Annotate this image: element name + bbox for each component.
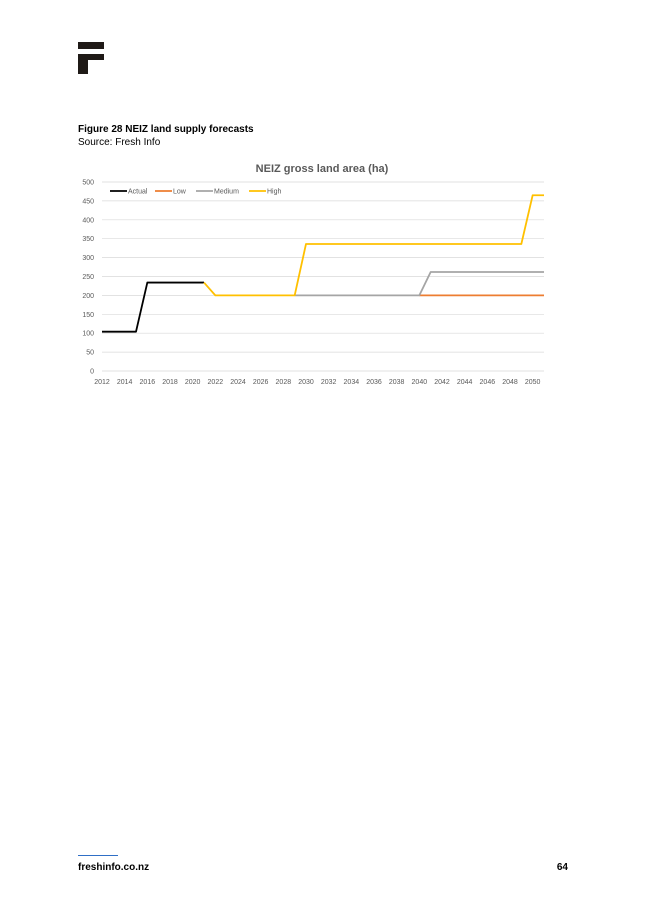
- series-line-high: [204, 195, 544, 295]
- chart-title: NEIZ gross land area (ha): [255, 163, 389, 175]
- y-tick-label: 250: [82, 274, 94, 281]
- y-tick-label: 500: [82, 179, 94, 187]
- x-tick-label: 2036: [366, 379, 382, 386]
- y-tick-label: 400: [82, 217, 94, 225]
- y-tick-label: 350: [82, 236, 94, 244]
- x-tick-label: 2042: [434, 379, 450, 386]
- footer-rule: [78, 855, 118, 856]
- legend-label: Medium: [214, 188, 239, 196]
- chart-gridlines: [102, 182, 544, 371]
- x-tick-label: 2014: [116, 379, 133, 386]
- series-line-actual: [102, 283, 204, 332]
- chart-legend: [110, 189, 282, 196]
- x-tick-label: 2050: [524, 379, 541, 386]
- x-tick-label: 2016: [139, 379, 156, 386]
- x-tick-label: 2048: [502, 379, 518, 386]
- chart-series: [102, 195, 544, 331]
- legend-label: Low: [173, 188, 186, 196]
- series-line-medium: [295, 272, 544, 295]
- x-tick-label: 2024: [230, 379, 246, 386]
- y-tick-label: 450: [82, 198, 94, 206]
- x-tick-label: 2022: [207, 379, 224, 386]
- y-tick-label: 150: [82, 311, 94, 319]
- x-tick-label: 2030: [298, 379, 314, 386]
- freshinfo-logo-icon: [78, 42, 104, 74]
- y-tick-label: 300: [82, 255, 94, 263]
- x-axis: [94, 379, 540, 386]
- x-tick-label: 2038: [388, 379, 405, 386]
- figure-title: Figure 28 NEIZ land supply forecasts: [78, 124, 254, 135]
- y-tick-label: 100: [82, 330, 94, 338]
- x-tick-label: 2040: [411, 379, 428, 386]
- x-tick-label: 2046: [479, 379, 496, 386]
- x-tick-label: 2026: [252, 379, 269, 386]
- x-tick-label: 2018: [162, 379, 178, 386]
- figure-source: Source: Fresh Info: [78, 137, 161, 148]
- land-area-line-chart: [78, 155, 566, 395]
- x-tick-label: 2032: [320, 379, 337, 386]
- y-tick-label: 200: [82, 292, 94, 300]
- y-axis: [82, 180, 94, 376]
- y-tick-label: 50: [86, 349, 94, 357]
- legend-label: High: [267, 188, 282, 196]
- footer-url[interactable]: freshinfo.co.nz: [78, 862, 150, 873]
- x-tick-label: 2020: [184, 379, 201, 386]
- x-tick-label: 2028: [275, 379, 292, 386]
- x-tick-label: 2044: [456, 379, 473, 386]
- x-tick-label: 2012: [94, 379, 110, 386]
- legend-label: Actual: [128, 188, 148, 196]
- page-number: 64: [556, 862, 568, 873]
- y-tick-label: 0: [90, 368, 94, 376]
- x-tick-label: 2034: [343, 379, 360, 386]
